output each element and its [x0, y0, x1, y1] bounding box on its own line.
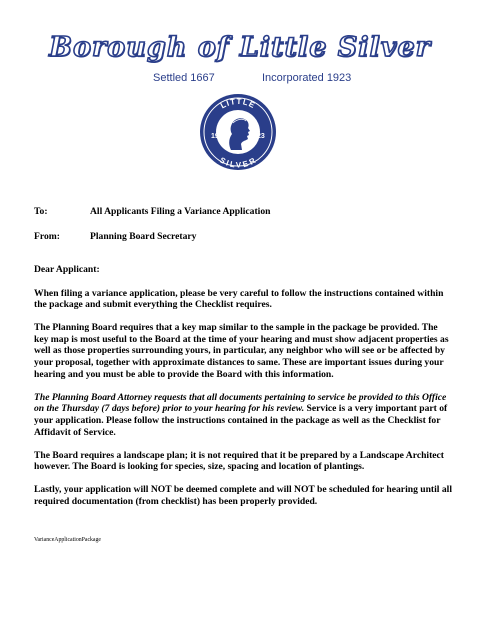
memo-to-row: [34, 206, 454, 218]
seal-bottom-text: SILVER: [218, 155, 258, 170]
letter-body: [34, 264, 454, 519]
seal-top-text: LITTLE: [219, 96, 257, 111]
paragraph-3: [34, 392, 454, 438]
paragraph-3-rest: Service is a very important part of your application. Please follow the instructions contained in the package as well as the Checklist for Affidavit of Service.: [34, 403, 448, 438]
seal-year-right: 23: [257, 133, 265, 140]
incorporated-date: Incorporated 1923: [262, 72, 352, 84]
borough-seal-icon: [198, 92, 278, 172]
footer-filename: VarianceApplicationPackage: [34, 537, 101, 543]
memo-from-value: Planning Board Secretary: [90, 231, 197, 242]
salutation: Dear Applicant:: [34, 264, 100, 275]
memo-header: [34, 206, 454, 256]
paragraph-5: Lastly, your application will NOT be deemed complete and will NOT be scheduled for hearing until all required documentation (from checklist) has been properly provided.: [34, 484, 452, 507]
paragraph-1: When filing a variance application, please be very careful to follow the instructions contained within the package and submit everything the Checklist requires.: [34, 287, 444, 311]
settled-date: Settled 1667: [153, 72, 215, 84]
paragraph-3-italic: The Planning Board Attorney requests that all documents pertaining to service be provided to this Office on the Thursday (7 days before) prior to your hearing for his review.: [34, 391, 447, 415]
paragraph-2: The Planning Board requires that a key map similar to the sample in the package be provided. The key map is most useful to the Board at the time of your hearing and must show adjacent properties as well as those properties surrounding yours, in particular, any neighbor who will see or be affected by your proposal, together with approximate distances to same. These are important issues during your hearing and you must be able to provide the Board with this information.: [34, 322, 449, 380]
memo-to-value: All Applicants Filing a Variance Application: [90, 206, 271, 217]
memo-to-label: To:: [34, 206, 48, 217]
letterhead: [0, 32, 480, 84]
memo-from-row: [34, 231, 454, 243]
memo-from-label: From:: [34, 231, 60, 242]
borough-name-logo: Borough of Little Silver: [49, 32, 431, 63]
paragraph-4: The Board requires a landscape plan; it is not required that it be prepared by a Landscape Architect however. The Board is looking for species, size, spacing and location of plantings.: [34, 449, 444, 473]
seal-year-left: 19: [211, 133, 219, 140]
